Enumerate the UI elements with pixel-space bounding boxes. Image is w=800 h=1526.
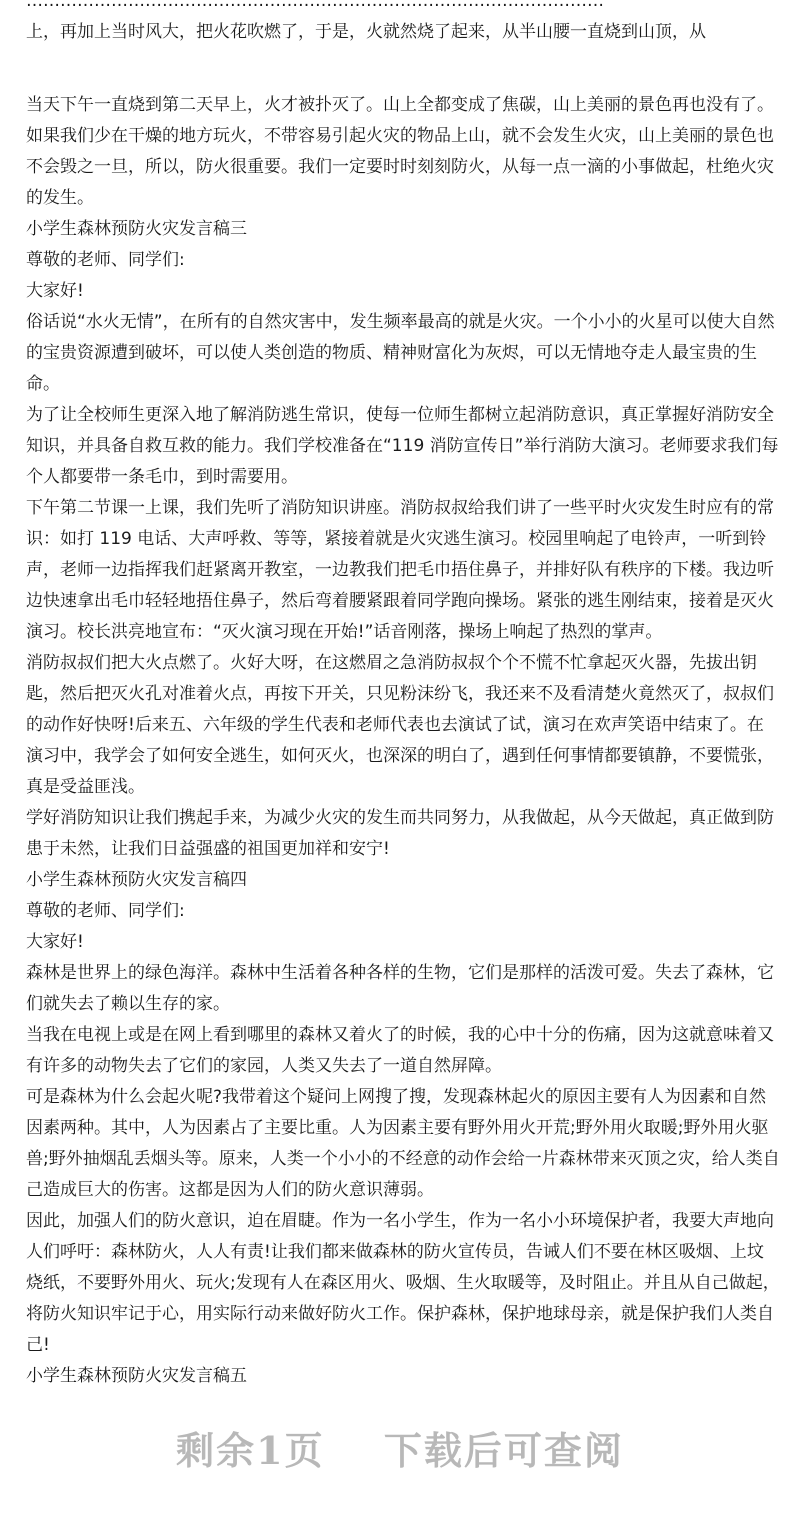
paragraph: 下午第二节课一上课，我们先听了消防知识讲座。消防叔叔给我们讲了一些平时火灾发生时应有的常识：如打 119 电话、大声呼救、等等，紧接着就是火灾逃生演习。校园里响起了电铃声，一听到铃声，老师一边指挥我们赶紧离开教室，一边教我们把毛巾捂住鼻子，并排好队有秩序的下楼。我边听边快速拿出毛巾轻轻地捂住鼻子，然后弯着腰紧跟着同学跑向操场。紧张的逃生刚结束，接着是灭火演习。校长洪亮地宣布：“灭火演习现在开始!”话音刚落，操场上响起了热烈的掌声。 bbox=[26, 498, 774, 642]
document-body bbox=[26, 90, 780, 1392]
paragraph: 为了让全校师生更深入地了解消防逃生常识，使每一位师生都树立起消防意识，真正掌握好消防安全知识，并具备自救互救的能力。我们学校准备在“119 消防宣传日”举行消防大演习。老师要求我们每个人都要带一条毛巾，到时需要用。 bbox=[26, 405, 779, 487]
paragraph: 因此，加强人们的防火意识，迫在眉睫。作为一名小学生，作为一名小小环境保护者，我要大声地向人们呼吁：森林防火，人人有责!让我们都来做森林的防火宣传员，告诫人们不要在林区吸烟、上坟烧纸，不要野外用火、玩火;发现有人在森区用火、吸烟、生火取暖等，及时阻止。并且从自己做起，将防火知识牢记于心，用实际行动来做好防火工作。保护森林，保护地球母亲，就是保护我们人类自己! bbox=[26, 1211, 780, 1355]
greeting: 大家好! bbox=[26, 281, 84, 301]
section-title: 小学生森林预防火灾发言稿三 bbox=[26, 219, 247, 239]
paragraph: 学好消防知识让我们携起手来，为减少火灾的发生而共同努力，从我做起，从今天做起，真正做到防患于未然，让我们日益强盛的祖国更加祥和安宁! bbox=[26, 808, 774, 859]
greeting: 大家好! bbox=[26, 932, 84, 952]
paragraph: 如果我们少在干燥的地方玩火，不带容易引起火灾的物品上山，就不会发生火灾，山上美丽的景色也不会毁之一旦，所以，防火很重要。我们一定要时时刻刻防火，从每一点一滴的小事做起，杜绝火灾的发生。 bbox=[26, 126, 774, 208]
remaining-pages-label: 剩余1页 bbox=[176, 1428, 325, 1473]
paragraph: 消防叔叔们把大火点燃了。火好大呀，在这燃眉之急消防叔叔个个不慌不忙拿起灭火器，先拔出钥匙，然后把灭火孔对准着火点，再按下开关，只见粉沫纷飞，我还来不及看清楚火竟然灭了，叔叔们的动作好快呀!后来五、六年级的学生代表和老师代表也去演试了试，演习在欢声笑语中结束了。在演习中，我学会了如何安全逃生，如何灭火，也深深的明白了，遇到任何事情都要镇静，不要慌张，真是受益匪浅。 bbox=[26, 653, 774, 797]
section-title: 小学生森林预防火灾发言稿四 bbox=[26, 870, 247, 890]
download-prompt[interactable] bbox=[0, 1420, 800, 1475]
download-to-view-label: 下载后可查阅 bbox=[383, 1428, 624, 1473]
salutation: 尊敬的老师、同学们: bbox=[26, 250, 185, 270]
cut-off-line: ………………………………………………………………………………………… bbox=[26, 0, 604, 11]
paragraph: 可是森林为什么会起火呢?我带着这个疑问上网搜了搜，发现森林起火的原因主要有人为因素和自然因素两种。其中，人为因素占了主要比重。人为因素主要有野外用火开荒;野外用火取暖;野外用火驱兽;野外抽烟乱丢烟头等。原来，人类一个小小的不经意的动作会给一片森林带来灭顶之灾，给人类自己造成巨大的伤害。这都是因为人们的防火意识薄弱。 bbox=[26, 1087, 780, 1200]
paragraph: 俗话说“水火无情”，在所有的自然灾害中，发生频率最高的就是火灾。一个小小的火星可以使大自然的宝贵资源遭到破坏，可以使人类创造的物质、精神财富化为灰烬，可以无情地夺走人最宝贵的生命。 bbox=[26, 312, 775, 394]
cut-off-line: 上，再加上当时风大，把火花吹燃了，于是，火就然烧了起来，从半山腰一直烧到山顶，从 bbox=[26, 22, 706, 42]
salutation: 尊敬的老师、同学们: bbox=[26, 901, 185, 921]
section-title: 小学生森林预防火灾发言稿五 bbox=[26, 1366, 247, 1386]
paragraph: 当天下午一直烧到第二天早上，火才被扑灭了。山上全都变成了焦碳，山上美丽的景色再也没有了。 bbox=[26, 95, 774, 115]
paragraph: 森林是世界上的绿色海洋。森林中生活着各种各样的生物，它们是那样的活泼可爱。失去了森林，它们就失去了赖以生存的家。 bbox=[26, 963, 774, 1014]
paragraph: 当我在电视上或是在网上看到哪里的森林又着火了的时候，我的心中十分的伤痛，因为这就意味着又有许多的动物失去了它们的家园，人类又失去了一道自然屏障。 bbox=[26, 1025, 774, 1076]
cut-off-text bbox=[26, 0, 786, 48]
